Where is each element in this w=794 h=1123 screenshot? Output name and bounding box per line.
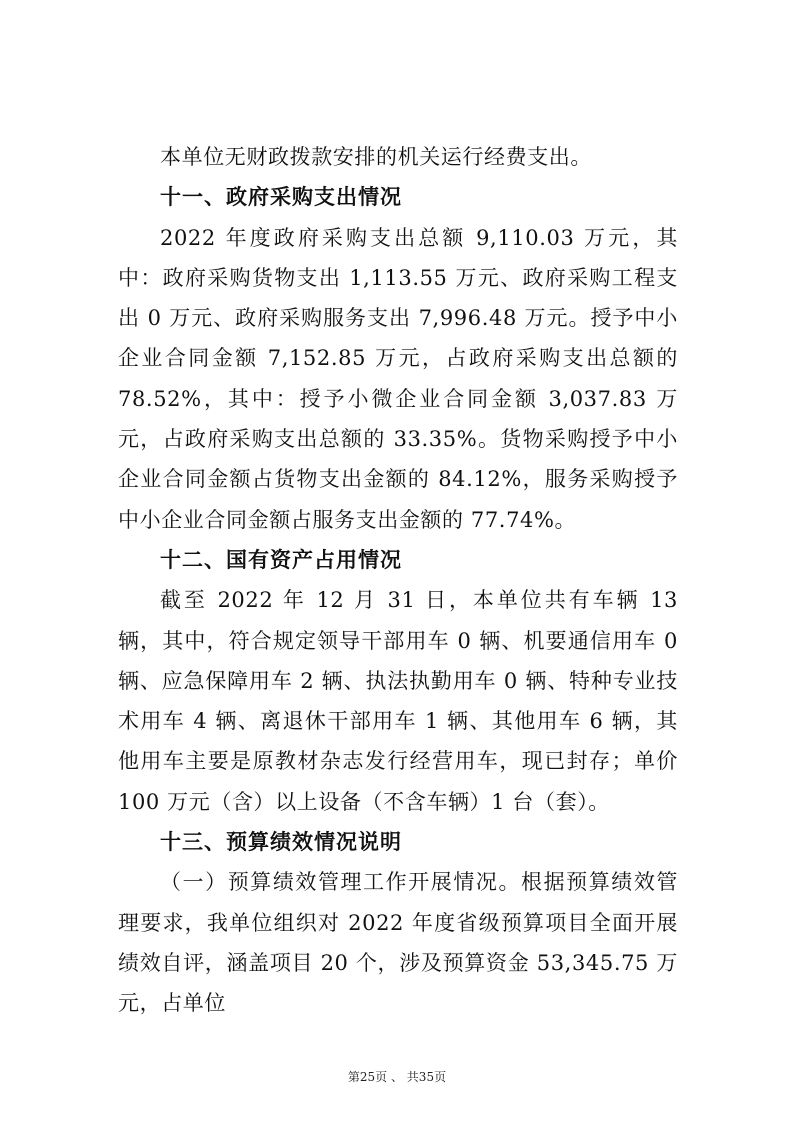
section-heading-12: 十二、国有资产占用情况	[160, 547, 402, 572]
paragraph-state-assets: 截至 2022 年 12 月 31 日，本单位共有车辆 13 辆，其中，符合规定领导干部用车 0 辆、机要通信用车 0 辆、应急保障用车 2 辆、执法执勤用车 0 辆、特种专业技术用车 4 辆、离退休干部用车 1 辆、其他用车 6 辆，其他用车主要是原教材杂志发行经营用车，现已封存；单价 100 万元（含）以上设备（不含车辆）1 台（套）。	[118, 588, 678, 814]
paragraph-performance: （一）预算绩效管理工作开展情况。根据预算绩效管理要求，我单位组织对 2022 年度省级预算项目全面开展绩效自评，涵盖项目 20 个，涉及预算资金 53,345.75 万元，占单位	[118, 870, 678, 1016]
paragraph-running-costs: 本单位无财政拨款安排的机关运行经费支出。	[160, 145, 592, 169]
page-footer: 第25页 、 共35页	[347, 1070, 447, 1084]
section-heading-11: 十一、政府采购支出情况	[160, 185, 402, 210]
paragraph-procurement: 2022 年度政府采购支出总额 9,110.03 万元，其中：政府采购货物支出 1,113.55 万元、政府采购工程支出 0 万元、政府采购服务支出 7,996.48 万元。授予中小企业合同金额 7,152.85 万元，占政府采购支出总额的 78.52%，其中：授予小微企业合同金额 3,037.83 万元，占政府采购支出总额的 33.35%。货物采购授予中小企业合同金额占货物支出金额的 84.12%，服务采购授予中小企业合同金额占服务支出金额的 77.74%。	[118, 225, 678, 532]
document-body	[118, 137, 678, 1024]
section-heading-13: 十三、预算绩效情况说明	[160, 830, 402, 855]
